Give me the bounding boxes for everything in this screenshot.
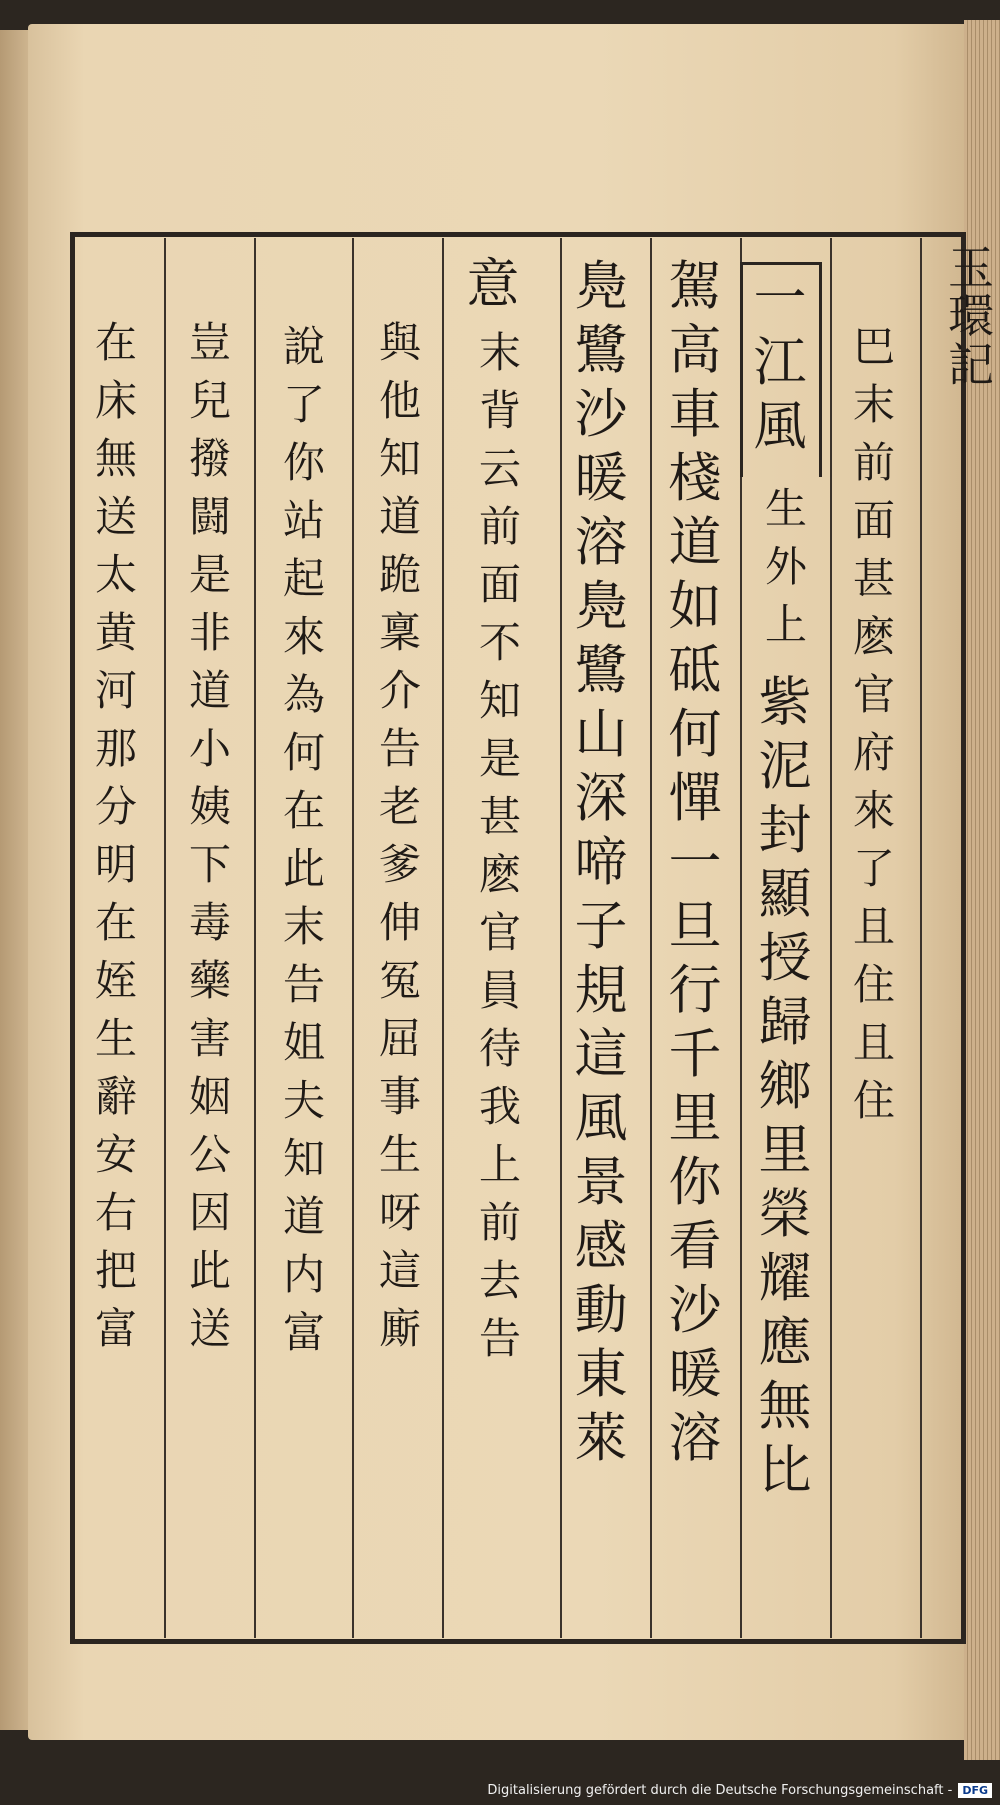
glyph: 甚 [852,554,895,603]
glyph: 面 [478,560,521,609]
glyph: 意 [466,254,520,315]
glyph: 與 [378,318,421,367]
glyph: 公 [188,1130,231,1179]
glyph: 砥 [668,640,722,701]
glyph: 何 [668,704,722,765]
glyph: 封 [758,800,812,861]
glyph: 棧 [668,448,722,509]
glyph: 憚 [668,768,722,829]
text-column-4 [757,672,813,1508]
glyph: 上 [478,1140,521,1189]
glyph: 老 [378,782,421,831]
glyph: 跪 [378,550,421,599]
glyph: 介 [378,666,421,715]
dfg-logo: DFG [958,1783,992,1798]
glyph: 把 [94,1246,137,1295]
glyph: 無 [94,434,137,483]
glyph: 江 [753,332,807,393]
glyph: 溶 [574,512,628,573]
glyph: 鷺 [574,320,628,381]
glyph: 了 [852,844,895,893]
glyph: 夫 [282,1076,325,1125]
glyph: 啼 [574,832,628,893]
glyph: 稟 [378,608,421,657]
digitization-credit [487,1779,992,1801]
glyph: 告 [282,960,325,1009]
glyph: 鄉 [758,1056,812,1117]
glyph: 來 [852,786,895,835]
glyph: 辭 [94,1072,137,1121]
glyph: 豈 [188,318,231,367]
glyph: 末 [282,902,325,951]
glyph: 呀 [378,1188,421,1237]
glyph: 在 [282,786,325,835]
glyph: 在 [94,318,137,367]
glyph: 為 [282,670,325,719]
glyph: 溶 [668,1408,722,1469]
glyph: 風 [574,1088,628,1149]
glyph: 何 [282,728,325,777]
text-column-12 [92,318,140,1366]
glyph: 此 [282,844,325,893]
glyph: 麽 [852,612,895,661]
glyph: 爹 [378,840,421,889]
glyph: 富 [282,1308,325,1357]
glyph: 撥 [188,434,231,483]
glyph: 你 [668,1152,722,1213]
glyph: 因 [188,1188,231,1237]
glyph: 授 [758,928,812,989]
glyph: 里 [758,1120,812,1181]
glyph: 歸 [758,992,812,1053]
glyph: 生 [94,1014,137,1063]
glyph: 姐 [282,1018,325,1067]
column-rule [650,238,652,1638]
glyph: 他 [378,376,421,425]
glyph: 生 [764,484,807,533]
glyph: 里 [668,1088,722,1149]
glyph: 道 [378,492,421,541]
glyph: 甚 [478,792,521,841]
glyph: 前 [852,438,895,487]
glyph: 不 [478,618,521,667]
glyph: 這 [378,1246,421,1295]
glyph: 知 [282,1134,325,1183]
glyph: 分 [94,782,137,831]
text-column-2 [752,268,808,464]
glyph: 那 [94,724,137,773]
column-rule [164,238,166,1638]
column-rule [254,238,256,1638]
glyph: 送 [188,1304,231,1353]
glyph: 此 [188,1246,231,1295]
glyph: 一 [753,268,807,329]
glyph: 顯 [758,864,812,925]
glyph: 上 [764,600,807,649]
glyph: 駕 [668,256,722,317]
glyph: 看 [668,1216,722,1277]
glyph: 沙 [574,384,628,445]
column-rule [560,238,562,1638]
glyph: 千 [668,1024,722,1085]
glyph: 東 [574,1344,628,1405]
glyph: 云 [478,444,521,493]
glyph: 暖 [668,1344,722,1405]
glyph: 員 [478,966,521,1015]
glyph: 前 [478,502,521,551]
glyph: 深 [574,768,628,829]
glyph: 官 [478,908,521,957]
glyph: 起 [282,554,325,603]
text-column-7 [465,254,521,322]
glyph: 姪 [94,956,137,1005]
glyph: 應 [758,1312,812,1373]
glyph: 巴 [852,322,895,371]
glyph: 外 [764,542,807,591]
glyph: 規 [574,960,628,1021]
glyph: 感 [574,1216,628,1277]
text-column-9 [376,318,424,1366]
glyph: 伸 [378,898,421,947]
text-column-6 [573,256,629,1476]
glyph: 告 [478,1314,521,1363]
glyph: 紫 [758,672,812,733]
glyph: 鳧 [574,256,628,317]
text-column-3 [762,484,810,662]
text-column-10 [280,322,328,1370]
glyph: 送 [94,492,137,541]
glyph: 闘 [188,492,231,541]
glyph: 我 [478,1082,521,1131]
column-rule [920,238,922,1638]
glyph: 富 [94,1304,137,1353]
glyph: 住 [852,960,895,1009]
glyph: 冤 [378,956,421,1005]
glyph: 道 [188,666,231,715]
glyph: 景 [574,1152,628,1213]
glyph: 藥 [188,956,231,1005]
glyph: 姻 [188,1072,231,1121]
glyph: 動 [574,1280,628,1341]
running-title-text: 玉環記 [948,241,994,392]
glyph: 害 [188,1014,231,1063]
glyph: 住 [852,1076,895,1125]
glyph: 暖 [574,448,628,509]
glyph: 泥 [758,736,812,797]
glyph: 你 [282,438,325,487]
glyph: 姨 [188,782,231,831]
glyph: 廝 [378,1304,421,1353]
glyph: 屈 [378,1014,421,1063]
glyph: 床 [94,376,137,425]
glyph: 下 [188,840,231,889]
glyph: 毒 [188,898,231,947]
glyph: 太 [94,550,137,599]
glyph: 高 [668,320,722,381]
glyph: 鷺 [574,640,628,701]
glyph: 面 [852,496,895,545]
glyph: 告 [378,724,421,773]
glyph: 前 [478,1198,521,1247]
text-column-8 [476,328,524,1376]
text-column-11 [186,318,234,1366]
glyph: 河 [94,666,137,715]
column-rule [352,238,354,1638]
glyph: 耀 [758,1248,812,1309]
glyph: 是 [478,734,521,783]
glyph: 去 [478,1256,521,1305]
glyph: 鳧 [574,576,628,637]
glyph: 風 [753,396,807,457]
glyph: 如 [668,576,722,637]
glyph: 萊 [574,1408,628,1469]
glyph: 生 [378,1130,421,1179]
glyph: 旦 [668,896,722,957]
glyph: 官 [852,670,895,719]
text-column-1 [850,322,898,1138]
glyph: 一 [668,832,722,893]
glyph: 安 [94,1130,137,1179]
glyph: 末 [852,380,895,429]
column-rule [830,238,832,1638]
glyph: 知 [478,676,521,725]
glyph: 來 [282,612,325,661]
glyph: 比 [758,1440,812,1501]
glyph: 兒 [188,376,231,425]
glyph: 非 [188,608,231,657]
glyph: 道 [282,1192,325,1241]
credit-text: Digitalisierung gefördert durch die Deutsche Forschungsgemeinschaft - [487,1782,953,1798]
glyph: 右 [94,1188,137,1237]
column-rule [442,238,444,1638]
glyph: 在 [94,898,137,947]
glyph: 且 [852,902,895,951]
glyph: 府 [852,728,895,777]
glyph: 背 [478,386,521,435]
glyph: 麽 [478,850,521,899]
glyph: 車 [668,384,722,445]
glyph: 山 [574,704,628,765]
glyph: 榮 [758,1184,812,1245]
glyph: 末 [478,328,521,377]
glyph: 無 [758,1376,812,1437]
running-title [946,241,996,392]
glyph: 是 [188,550,231,599]
glyph: 黄 [94,608,137,657]
glyph: 小 [188,724,231,773]
glyph: 說 [282,322,325,371]
glyph: 且 [852,1018,895,1067]
glyph: 事 [378,1072,421,1121]
glyph: 行 [668,960,722,1021]
glyph: 了 [282,380,325,429]
glyph: 子 [574,896,628,957]
glyph: 沙 [668,1280,722,1341]
glyph: 站 [282,496,325,545]
glyph: 知 [378,434,421,483]
glyph: 這 [574,1024,628,1085]
text-column-5 [667,256,723,1476]
glyph: 明 [94,840,137,889]
glyph: 待 [478,1024,521,1073]
glyph: 内 [282,1250,325,1299]
glyph: 道 [668,512,722,573]
